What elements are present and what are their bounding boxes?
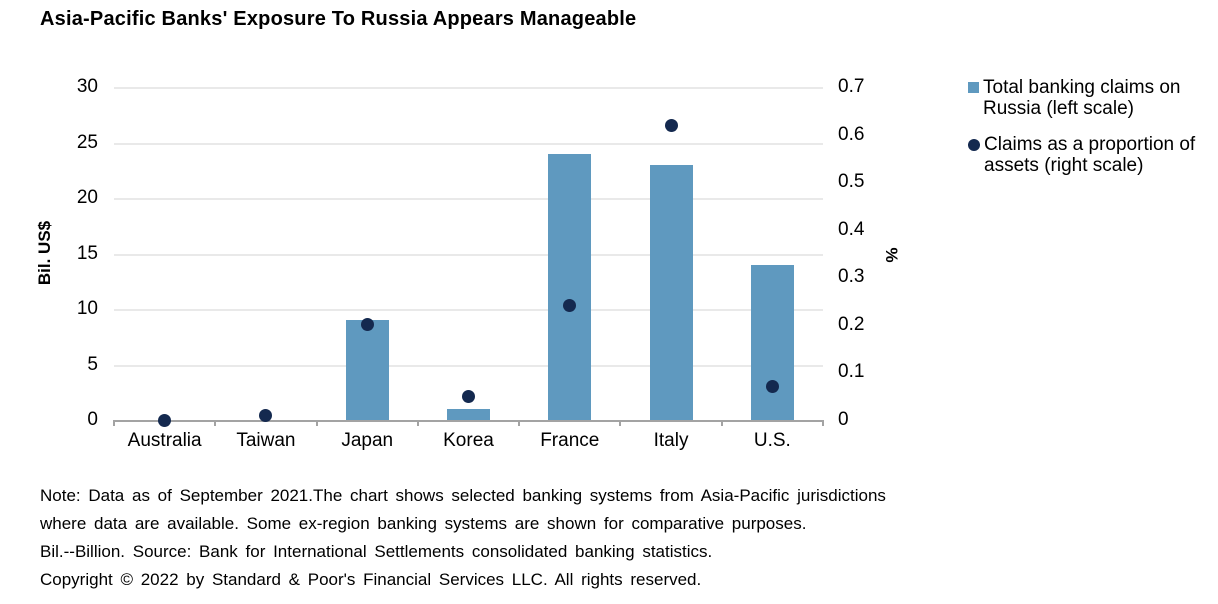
dot-italy xyxy=(665,119,678,132)
legend xyxy=(968,77,1218,191)
gridline-5 xyxy=(114,365,823,367)
y-tick-right-02: 0.2 xyxy=(838,313,865,335)
x-axis-tick xyxy=(518,420,520,426)
y-tick-left-20: 20 xyxy=(76,187,98,208)
gridline-15 xyxy=(114,254,823,256)
legend-label-total-claims: Total banking claims on Russia (left scale) xyxy=(983,77,1181,119)
dot-japan xyxy=(361,318,374,331)
right-axis-title: % xyxy=(882,247,901,263)
note-line-4: Copyright © 2022 by Standard & Poor's Financial Services LLC. All rights reserved. xyxy=(40,570,702,589)
dot-australia xyxy=(158,414,171,427)
legend-entry-proportion xyxy=(968,134,1218,176)
gridline-20 xyxy=(114,198,823,200)
y-tick-left-10: 10 xyxy=(76,298,98,319)
gridline-25 xyxy=(114,143,823,145)
gridline-30 xyxy=(114,87,823,89)
y-tick-left-0: 0 xyxy=(87,409,98,430)
y-tick-right-07: 0.7 xyxy=(838,76,865,97)
plot-area xyxy=(114,87,823,422)
bar-korea xyxy=(447,409,490,420)
bar-us xyxy=(751,265,794,420)
bar-japan xyxy=(346,320,389,420)
legend-square-marker-icon xyxy=(968,82,979,93)
x-tick-label-japan: Japan xyxy=(341,430,394,451)
x-axis-tick xyxy=(619,420,621,426)
dot-us xyxy=(766,380,779,393)
x-tick-label-korea: Korea xyxy=(443,430,494,451)
y-tick-left-30: 30 xyxy=(76,76,98,97)
y-tick-right-0: 0 xyxy=(838,409,849,430)
x-tick-label-us: U.S. xyxy=(753,430,791,451)
x-axis-tick xyxy=(316,420,318,426)
y-tick-right-03: 0.3 xyxy=(838,266,865,288)
y-tick-left-25: 25 xyxy=(76,131,98,153)
left-axis-title: Bil. US$ xyxy=(35,220,54,286)
y-tick-left-5: 5 xyxy=(87,353,98,375)
y-tick-left-15: 15 xyxy=(76,242,98,264)
legend-circle-marker-icon xyxy=(968,139,980,151)
x-axis-tick xyxy=(113,420,115,426)
footnotes xyxy=(40,482,886,594)
dot-taiwan xyxy=(259,409,272,422)
x-axis-tick xyxy=(822,420,824,426)
gridline-10 xyxy=(114,309,823,311)
note-line-2: where data are available. Some ex-region banking systems are shown for comparative purposes. xyxy=(40,514,807,533)
legend-entry-total-claims xyxy=(968,77,1218,119)
y-tick-right-05: 0.5 xyxy=(838,171,865,193)
x-axis-tick xyxy=(721,420,723,426)
x-axis-tick xyxy=(214,420,216,426)
bar-italy xyxy=(650,165,693,420)
x-tick-label-italy: Italy xyxy=(653,430,689,451)
x-tick-label-taiwan: Taiwan xyxy=(236,430,296,451)
x-tick-label-france: France xyxy=(540,430,600,451)
dot-korea xyxy=(462,390,475,403)
note-line-1: Note: Data as of September 2021.The chart shows selected banking systems from Asia-Pacific jurisdictions xyxy=(40,486,886,505)
y-tick-right-01: 0.1 xyxy=(838,361,865,383)
x-tick-label-australia: Australia xyxy=(127,430,202,451)
chart-title: Asia-Pacific Banks' Exposure To Russia Appears Manageable xyxy=(40,8,637,30)
note-line-3: Bil.--Billion. Source: Bank for International Settlements consolidated banking statistics. xyxy=(40,542,713,561)
y-tick-right-04: 0.4 xyxy=(838,218,865,240)
y-tick-right-06: 0.6 xyxy=(838,123,865,145)
bar-france xyxy=(548,154,591,420)
x-axis-tick xyxy=(417,420,419,426)
legend-label-proportion: Claims as a proportion of assets (right scale) xyxy=(984,134,1196,176)
